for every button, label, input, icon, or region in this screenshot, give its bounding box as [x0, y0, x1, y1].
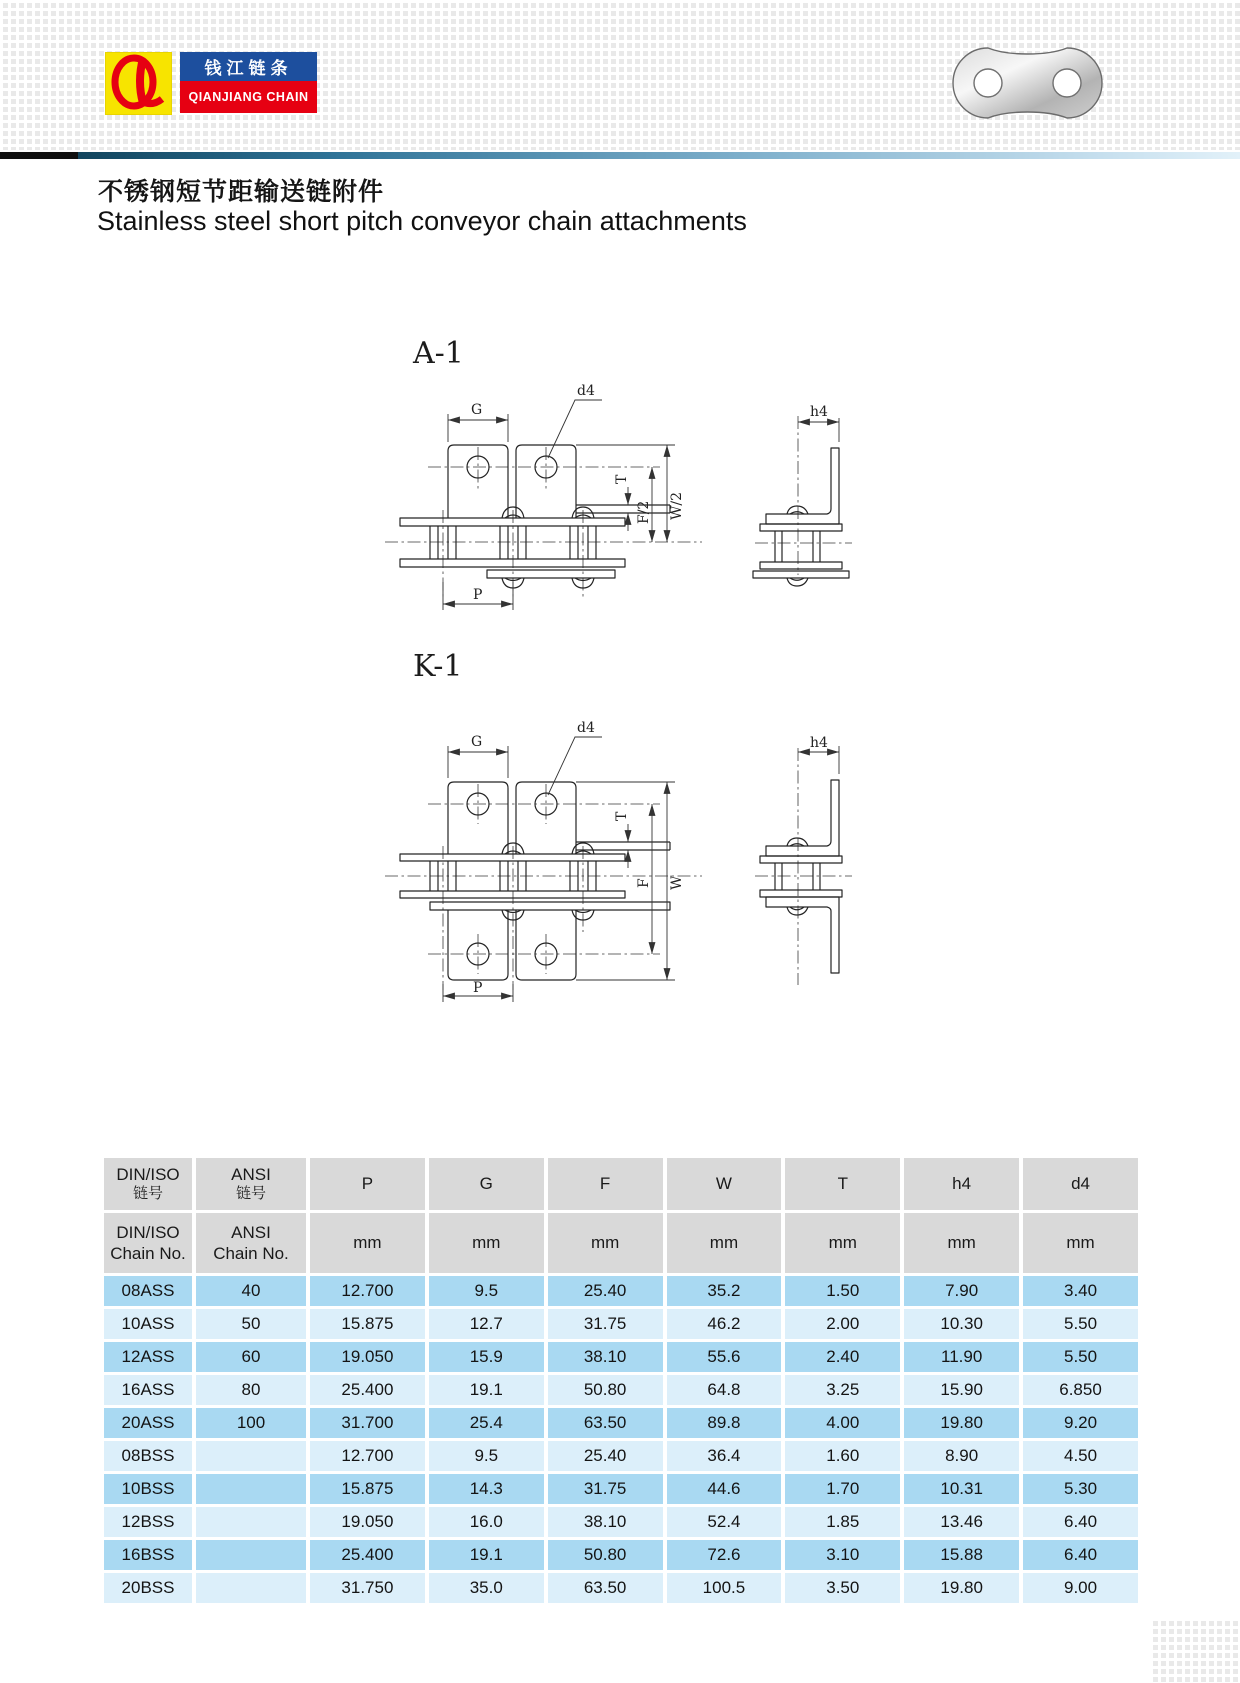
cell-ansi-chain-no: 50 — [196, 1309, 306, 1339]
logo-monogram-icon — [106, 53, 169, 112]
diagram-k1 — [370, 640, 870, 1010]
cell-ansi-chain-no: 100 — [196, 1408, 306, 1438]
header-din-iso-cn — [104, 1158, 192, 1210]
table-row — [104, 1408, 1138, 1438]
header-dim-d4: d4 — [1023, 1158, 1138, 1210]
cell-g: 9.5 — [429, 1441, 544, 1471]
cell-din-chain-no: 10BSS — [104, 1474, 192, 1504]
cell-w: 36.4 — [667, 1441, 782, 1471]
cell-h4: 10.31 — [904, 1474, 1019, 1504]
cell-din-chain-no: 10ASS — [104, 1309, 192, 1339]
header-ansi-line2: 链号 — [235, 1185, 266, 1203]
cell-f: 31.75 — [548, 1474, 663, 1504]
corner-halftone-block — [1150, 1618, 1240, 1683]
table-row — [104, 1540, 1138, 1570]
cell-g: 25.4 — [429, 1408, 544, 1438]
unit-cell-p: mm — [310, 1213, 425, 1273]
cell-h4: 8.90 — [904, 1441, 1019, 1471]
cell-d4: 3.40 — [1023, 1276, 1138, 1306]
cell-ansi-chain-no — [196, 1474, 306, 1504]
table-row — [104, 1276, 1138, 1306]
a1-dim-p-label: P — [473, 587, 483, 603]
cell-ansi-chain-no: 40 — [196, 1276, 306, 1306]
cell-h4: 19.80 — [904, 1408, 1019, 1438]
cell-p: 12.700 — [310, 1441, 425, 1471]
k1-dimensions — [443, 737, 839, 1002]
table-row — [104, 1309, 1138, 1339]
cell-d4: 4.50 — [1023, 1441, 1138, 1471]
cell-t: 3.10 — [785, 1540, 900, 1570]
cell-din-chain-no: 12ASS — [104, 1342, 192, 1372]
cell-t: 1.70 — [785, 1474, 900, 1504]
cell-f: 25.40 — [548, 1276, 663, 1306]
header-ansi-en-line2: Chain No. — [213, 1244, 289, 1263]
unit-cell-w: mm — [667, 1213, 782, 1273]
cell-h4: 19.80 — [904, 1573, 1019, 1603]
a1-dim-h4-label: h4 — [810, 404, 828, 420]
cell-p: 15.875 — [310, 1474, 425, 1504]
divider-bar-gradient — [78, 152, 1240, 159]
cell-h4: 10.30 — [904, 1309, 1019, 1339]
cell-f: 38.10 — [548, 1507, 663, 1537]
cell-w: 46.2 — [667, 1309, 782, 1339]
unit-cell-f: mm — [548, 1213, 663, 1273]
header-dim-g: G — [429, 1158, 544, 1210]
cell-din-chain-no: 16BSS — [104, 1540, 192, 1570]
header-dim-h4: h4 — [904, 1158, 1019, 1210]
k1-dim-p-label: P — [473, 980, 483, 996]
divider-bar-black — [0, 152, 78, 159]
header-dim-f: F — [548, 1158, 663, 1210]
cell-t: 2.40 — [785, 1342, 900, 1372]
k1-dim-t-label: T — [614, 811, 630, 821]
header-ansi-en-line1: ANSI — [231, 1222, 271, 1242]
cell-p: 25.400 — [310, 1540, 425, 1570]
cell-g: 35.0 — [429, 1573, 544, 1603]
cell-d4: 5.50 — [1023, 1309, 1138, 1339]
cell-f: 50.80 — [548, 1375, 663, 1405]
cell-ansi-chain-no — [196, 1573, 306, 1603]
cell-w: 55.6 — [667, 1342, 782, 1372]
cell-t: 1.85 — [785, 1507, 900, 1537]
cell-p: 19.050 — [310, 1507, 425, 1537]
cell-w: 89.8 — [667, 1408, 782, 1438]
a1-dim-f2-label: F/2 — [636, 500, 652, 524]
page-title-en: Stainless steel short pitch conveyor chain attachments — [97, 206, 747, 236]
cell-din-chain-no: 20ASS — [104, 1408, 192, 1438]
table-row — [104, 1342, 1138, 1372]
cell-d4: 6.40 — [1023, 1507, 1138, 1537]
spec-table — [100, 1155, 1142, 1606]
a1-dim-g-label: G — [471, 402, 483, 418]
cell-g: 19.1 — [429, 1375, 544, 1405]
cell-g: 16.0 — [429, 1507, 544, 1537]
cell-t: 4.00 — [785, 1408, 900, 1438]
cell-p: 19.050 — [310, 1342, 425, 1372]
a1-dim-t-label: T — [614, 474, 630, 484]
cell-f: 63.50 — [548, 1573, 663, 1603]
cell-t: 1.50 — [785, 1276, 900, 1306]
cell-h4: 15.90 — [904, 1375, 1019, 1405]
cell-w: 72.6 — [667, 1540, 782, 1570]
a1-dim-w2-label: W/2 — [669, 491, 685, 520]
cell-w: 44.6 — [667, 1474, 782, 1504]
cell-d4: 5.30 — [1023, 1474, 1138, 1504]
cell-din-chain-no: 08BSS — [104, 1441, 192, 1471]
cell-f: 25.40 — [548, 1441, 663, 1471]
cell-h4: 7.90 — [904, 1276, 1019, 1306]
header-dim-p: P — [310, 1158, 425, 1210]
page-title-cn: 不锈钢短节距输送链附件 — [98, 178, 385, 206]
k1-dim-w-label: W — [669, 875, 685, 890]
cell-f: 31.75 — [548, 1309, 663, 1339]
cell-d4: 9.20 — [1023, 1408, 1138, 1438]
cell-f: 38.10 — [548, 1342, 663, 1372]
cell-ansi-chain-no — [196, 1507, 306, 1537]
cell-ansi-chain-no: 60 — [196, 1342, 306, 1372]
chain-link-plate-image — [945, 45, 1110, 125]
table-header-row-1 — [104, 1158, 1138, 1210]
a1-geometry — [400, 445, 849, 588]
spec-table-body — [104, 1276, 1138, 1603]
diagram-a1-label: A-1 — [413, 336, 464, 371]
cell-d4: 9.00 — [1023, 1573, 1138, 1603]
logo-name-block — [180, 52, 317, 113]
cell-h4: 15.88 — [904, 1540, 1019, 1570]
header-din-iso-line1: DIN/ISO — [116, 1165, 180, 1184]
cell-w: 35.2 — [667, 1276, 782, 1306]
cell-g: 19.1 — [429, 1540, 544, 1570]
diagram-a1 — [370, 330, 870, 630]
cell-f: 50.80 — [548, 1540, 663, 1570]
brand-logo — [105, 52, 320, 113]
table-row — [104, 1507, 1138, 1537]
k1-geometry — [400, 780, 842, 980]
header-dim-w: W — [667, 1158, 782, 1210]
header-ansi-en — [196, 1213, 306, 1273]
unit-cell-t: mm — [785, 1213, 900, 1273]
cell-p: 31.750 — [310, 1573, 425, 1603]
cell-d4: 6.850 — [1023, 1375, 1138, 1405]
a1-dim-d4-label: d4 — [577, 383, 595, 399]
cell-t: 1.60 — [785, 1441, 900, 1471]
header-din-iso-en-line1: DIN/ISO — [116, 1222, 180, 1242]
k1-dim-d4-label: d4 — [577, 720, 595, 736]
k1-dim-h4-label: h4 — [810, 735, 828, 751]
cell-w: 64.8 — [667, 1375, 782, 1405]
logo-name-en: QIANJIANG CHAIN — [180, 81, 317, 113]
cell-g: 15.9 — [429, 1342, 544, 1372]
cell-din-chain-no: 12BSS — [104, 1507, 192, 1537]
table-row — [104, 1375, 1138, 1405]
cell-g: 14.3 — [429, 1474, 544, 1504]
cell-p: 25.400 — [310, 1375, 425, 1405]
cell-ansi-chain-no: 80 — [196, 1375, 306, 1405]
table-row — [104, 1441, 1138, 1471]
header-din-iso-line2: 链号 — [132, 1185, 163, 1203]
header-din-iso-en-line2: Chain No. — [110, 1244, 186, 1263]
diagram-k1-label: K-1 — [413, 649, 463, 684]
unit-cell-h4: mm — [904, 1213, 1019, 1273]
cell-p: 15.875 — [310, 1309, 425, 1339]
header-dim-t: T — [785, 1158, 900, 1210]
k1-dim-f-label: F — [636, 878, 652, 888]
unit-cell-d4: mm — [1023, 1213, 1138, 1273]
cell-w: 52.4 — [667, 1507, 782, 1537]
cell-g: 9.5 — [429, 1276, 544, 1306]
cell-t: 2.00 — [785, 1309, 900, 1339]
cell-p: 12.700 — [310, 1276, 425, 1306]
header-ansi-cn — [196, 1158, 306, 1210]
cell-d4: 6.40 — [1023, 1540, 1138, 1570]
cell-din-chain-no: 08ASS — [104, 1276, 192, 1306]
table-header-row-2 — [104, 1213, 1138, 1273]
cell-din-chain-no: 20BSS — [104, 1573, 192, 1603]
cell-w: 100.5 — [667, 1573, 782, 1603]
table-row — [104, 1573, 1138, 1603]
cell-din-chain-no: 16ASS — [104, 1375, 192, 1405]
cell-t: 3.25 — [785, 1375, 900, 1405]
cell-d4: 5.50 — [1023, 1342, 1138, 1372]
cell-t: 3.50 — [785, 1573, 900, 1603]
cell-h4: 13.46 — [904, 1507, 1019, 1537]
unit-cell-g: mm — [429, 1213, 544, 1273]
cell-f: 63.50 — [548, 1408, 663, 1438]
cell-h4: 11.90 — [904, 1342, 1019, 1372]
header-din-iso-en — [104, 1213, 192, 1273]
table-row — [104, 1474, 1138, 1504]
logo-monogram-box — [105, 52, 172, 115]
cell-ansi-chain-no — [196, 1441, 306, 1471]
logo-name-cn: 钱江链条 — [180, 52, 317, 81]
cell-ansi-chain-no — [196, 1540, 306, 1570]
k1-dim-g-label: G — [471, 734, 483, 750]
header-ansi-line1: ANSI — [231, 1165, 271, 1184]
cell-p: 31.700 — [310, 1408, 425, 1438]
cell-g: 12.7 — [429, 1309, 544, 1339]
